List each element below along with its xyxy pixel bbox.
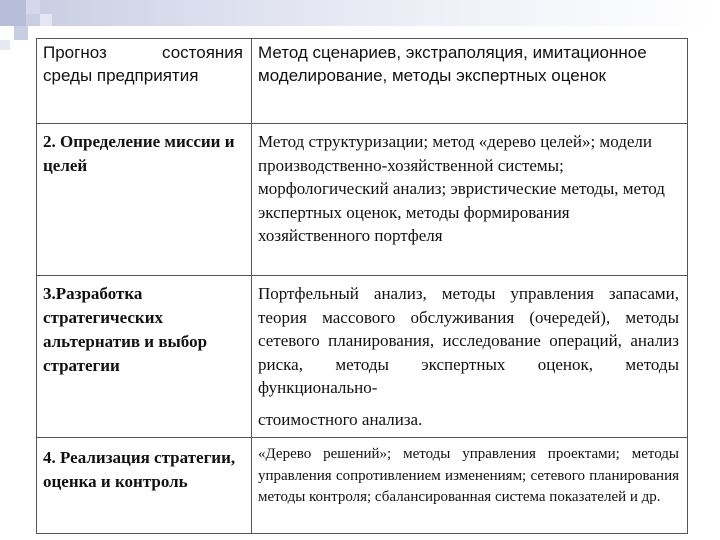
decorative-square bbox=[0, 0, 26, 26]
stage-cell: 2. Определение миссии и целей bbox=[37, 124, 252, 276]
stage-cell: Прогноз состояния среды предприятия bbox=[37, 39, 252, 124]
methods-cell: Метод сценариев, экстраполяция, имитационное моделирование, методы экспертных оценок bbox=[252, 39, 688, 124]
methods-cell: Метод структуризации; метод «дерево целей»; модели производственно-хозяйственной системы; морфологический анализ; эвристические методы, метод экспертных оценок, методы формирования хозяйственного портфеля bbox=[252, 124, 688, 276]
methods-cell bbox=[252, 276, 688, 438]
methods-text: Портфельный анализ, методы управления запасами, теория массового обслуживания (очередей), методы сетевого планирования, исследование операций, анализ риска, методы экспертных оценок, методы функционально- bbox=[258, 284, 679, 397]
stage-cell: 4. Реализация стратегии, оценка и контроль bbox=[37, 438, 252, 534]
decorative-header-band bbox=[0, 0, 720, 26]
table-row bbox=[37, 39, 688, 124]
methods-text-tail: стоимостного анализа. bbox=[258, 409, 423, 429]
stage-cell: 3.Разработка стратегических альтернатив и выбор стратегии bbox=[37, 276, 252, 438]
decorative-square bbox=[0, 40, 10, 50]
table-row bbox=[37, 276, 688, 438]
methods-table bbox=[36, 38, 688, 534]
decorative-square bbox=[26, 0, 40, 14]
table-row bbox=[37, 124, 688, 276]
decorative-square bbox=[14, 26, 28, 40]
table-row bbox=[37, 438, 688, 534]
methods-cell: «Дерево решений»; методы управления проектами; методы управления сопротивлением изменениям; сетевого планирования методы контроля; сбалансированная система показателей и др. bbox=[258, 446, 679, 505]
decorative-square bbox=[40, 14, 52, 26]
